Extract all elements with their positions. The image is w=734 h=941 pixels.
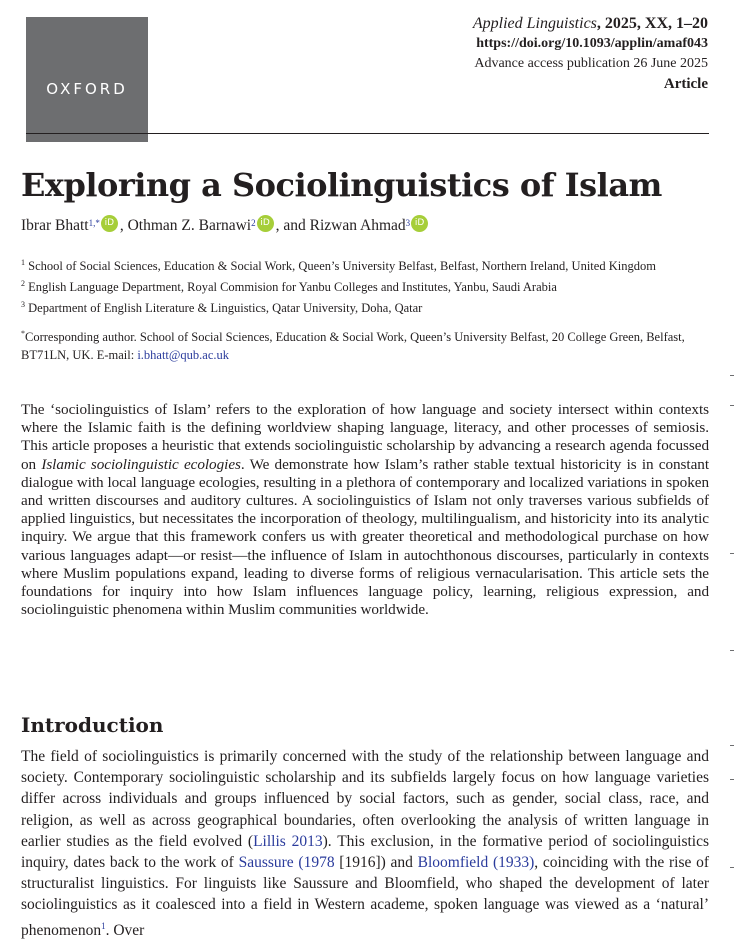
author-separator: , [119,217,128,234]
edge-mark [730,745,734,746]
author-name[interactable]: Othman Z. Barnawi [127,217,252,234]
author-separator: , and [275,217,310,234]
introduction-paragraph: The field of sociolinguistics is primarily concerned with the study of the relationship between language and society. Contemporary sociolinguistic scholarship and its subfields largely focus on how language varieties differ across individuals and groups influenced by social factors, such as gender, social class, race, and religion, as well as across geographical boundaries, often overlooking the analysis of written language in earlier studies as the field evolved (Lillis 2013). This exclusion, in the formative period of sociolinguistics inquiry, dates back to the work of Saussure (1978 [1916]) and Bloomfield (1933), coinciding with the rise of structuralist linguistics. For linguists like Saussure and Bloomfield, who shaped the development of later sociolinguistics as it coalesced into a field in Western academe, spoken language was viewed as a ‘natural’ phenomenon$^1$. Over [21,748,709,939]
affiliation-2: $^2$ English Language Department, Royal Commision for Yanbu Colleges and Institutes, Yanbu, Saudi Arabia [21,279,557,295]
affiliation-1: $^1$ School of Social Sciences, Education & Social Work, Queen’s University Belfast, Belfast, Northern Ireland, United Kingdom [21,258,656,274]
orcid-icon[interactable]: iD [257,215,274,232]
logo-text: OXFORD [46,80,128,98]
corresponding-author: *Corresponding author. School of Social Sciences, Education & Social Work, Queen’s University Belfast, 20 College Green, Belfast, BT71LN, UK. E-mail: i.bhatt@qub.ac.uk [21,329,685,362]
footnote-ref[interactable]: 1 [101,920,106,931]
header-rule [26,133,709,134]
email-link[interactable]: i.bhatt@qub.ac.uk [137,347,230,362]
journal-name[interactable]: Applied Linguistics [472,15,597,32]
author-affil-sup[interactable]: 2 [251,218,256,228]
article-type: Article [663,76,708,92]
author-affil-sup[interactable]: 3 [405,218,411,228]
article-title: Exploring a Sociolinguistics of Islam [21,166,662,204]
doi-link[interactable]: https://doi.org/10.1093/applin/amaf043 [476,36,708,51]
edge-mark [730,867,734,868]
section-heading-introduction: Introduction [21,713,164,737]
edge-mark [730,405,734,406]
edge-mark [730,650,734,651]
advance-access: Advance access publication 26 June 2025 [474,56,708,71]
edge-mark [730,375,734,376]
citation-link[interactable]: Saussure (1978 [238,854,335,872]
author-affil-sup[interactable]: 1,* [88,218,100,228]
edge-mark [730,779,734,780]
orcid-icon[interactable]: iD [411,215,428,232]
journal-meta [473,14,708,94]
orcid-icon[interactable]: iD [101,215,118,232]
author-name[interactable]: Rizwan Ahmad [309,217,406,234]
oxford-logo [26,17,148,142]
abstract: The ‘sociolinguistics of Islam’ refers to the exploration of how language and society intersect within contexts where the Islamic faith is the defining worldview shaping language, literacy, and other processes of semiosis. This article proposes a heuristic that extends sociolinguistic scholarship by advancing a research agenda focussed on Islamic sociolinguistic ecologies. We demonstrate how Islam’s rather stable textual historicity is in constant dialogue with local language ecologies, resulting in a plethora of contemporary and localized variations in spoken and written discourses and auditory cultures. A sociolinguistics of Islam not only traverses various subfields of applied linguistics, but necessitates the incorporation of theology, multilingualism, and historicity into its analytic inquiry. We argue that this framework confers us with greater theoretical and methodological purchase on how various languages adapt—or resist—the influence of Islam in autochthonous discourses, particularly in contexts where Muslim populations expand, leading to diverse forms of religious vernacularisation. This article sets the foundations for inquiry into how Islam influences language policy, learning, religious expression, and sociolinguistic phenomena within Muslim communities worldwide. [21,401,709,619]
citation-link[interactable]: Bloomfield (1933) [417,854,535,872]
affiliation-3: $^3$ Department of English Literature & Linguistics, Qatar University, Doha, Qatar [21,300,423,316]
journal-details: , 2025, XX, 1–20 [596,15,708,32]
author-list [21,217,430,235]
author-name[interactable]: Ibrar Bhatt [21,217,89,234]
journal-citation [473,14,708,34]
edge-mark [730,553,734,554]
citation-link[interactable]: Lillis 2013 [253,832,323,850]
affiliations [21,254,709,364]
